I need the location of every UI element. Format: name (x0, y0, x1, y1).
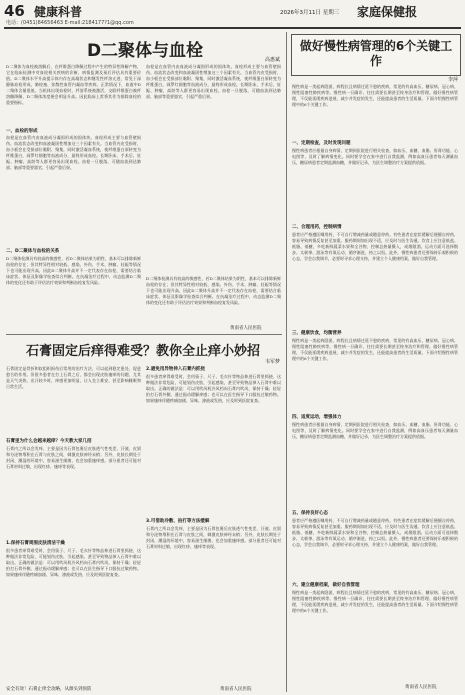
divider (6, 334, 282, 335)
article2-subhead-1: 石膏里为什么会越来越痒？今天教大家几招 (6, 439, 92, 444)
article3-para-3-cont: 患者应严格遵医嘱用药，不可自行增减药量或随意停药。有些患者在症状缓解后便擅自停药，容易导致病情反复甚至加重。服药期间如出现不适，应及时与医生沟通。饮食上应注意低盐、低脂、低糖，多吃新鲜蔬菜水果和全谷物，控制总热量摄入，戒烟限酒。运动方面可选择散步、太极拳、游泳等有氧运动，循序渐进，持之以恒。此外，慢性病患者还要保持乐观积极的心态，学会自我调节，必要时寻求心理支持，并建立个人健康档案，做好自我管理。 (292, 518, 458, 547)
article3-para-1: 慢性病是一类起病隐匿、病程长且病情迁延不愈的疾病，常见的有高血压、糖尿病、冠心病、慢性阻塞性肺疾病等。慢性病一旦确诊，往往需要长期甚至终身治疗和管理。做好慢性病管理，不仅能延缓疾病进展，减少并发症的发生，还能提高患者的生活质量。下面介绍慢性病管理中的6个关键工作。 (292, 84, 458, 107)
article3-title-box (291, 34, 461, 76)
article3-credit: 黄南省人民医院 (405, 685, 437, 690)
article3-subhead-3: 三、健康饮食，均衡营养 (292, 331, 342, 336)
article2-para-3-cont: 很多患者痒得难受时，会用筷子、尺子、毛衣针等物品伸进石膏里抓挠，这种做法非常危险，可能划伤皮肤，引起感染，甚至导致物品掉入石膏中难以取出。正确的做法是：可以用吹风机冷风档向石膏内吹风，保持干燥；轻轻拍打石膏外侧，通过振动缓解痒感；也可以在医生指导下口服抗过敏药物。如果瘙痒伴随疼痛加剧、异味、渗液或发热，应及时到医院复查。 (146, 374, 281, 403)
article2-para-1: 石膏固定是骨折和软组织损伤后常用的治疗方法，可以起到稳定患处、促进愈合的作用。但很多患者在打上石膏之后，都会出现皮肤瘙痒的问题，尤其是天气炎热、出汗较多时，痒感更加明显，让人坐立难安，甚至影响睡眠和日常生活。 (6, 366, 141, 389)
article3-subhead-5: 五、保持良好心态 (292, 511, 328, 516)
article2-title: 石膏固定后痒得难受？教你全止痒小妙招 (25, 344, 260, 359)
article3-para-final: 慢性病是一类起病隐匿、病程长且病情迁延不愈的疾病，常见的有高血压、糖尿病、冠心病、慢性阻塞性肺疾病等。慢性病一旦确诊，往往需要长期甚至终身治疗和管理。做好慢性病管理，不仅能延缓疾病进展，减少并发症的发生，还能提高患者的生活质量。下面介绍慢性病管理中的6个关键工作。 (292, 590, 458, 613)
article3-author: 李萍 (447, 77, 458, 83)
article2-credit: 黄南省人民医院 (220, 687, 252, 692)
article1-para-3-cont: D二聚体检测具有较高的敏感性，若D二聚体结果为阴性，基本可以排除新鲜血栓的存在；但其特异性相对较低，感染、外伤、手术、肿瘤、妊娠等情况下也可能出现升高，因此D二聚体升高并不一定代表存在血栓，需要结合临床症状、体征及影像学检查综合判断。在抗凝治疗过程中，动态监测D二聚体的变化还有助于评估治疗效果和判断血栓复发风险。 (146, 276, 281, 305)
article1-para-3: D二聚体检测具有较高的敏感性，若D二聚体结果为阴性，基本可以排除新鲜血栓的存在；但其特异性相对较低，感染、外伤、手术、肿瘤、妊娠等情况下也可能出现升高，因此D二聚体升高并不一定代表存在血栓，需要结合临床症状、体征及影像学检查综合判断。在抗凝治疗过程中，动态监测D二聚体的变化还有助于评估治疗效果和判断血栓复发风险。 (6, 256, 141, 285)
article1-author: 高惠斌 (264, 57, 280, 63)
article2-summary: 安全有效！石膏止痒全攻略，从源头到预防 (6, 687, 92, 692)
article1-para-1: D二聚体为血栓被溶解后，在纤维蛋白降解过程中产生的特异性降解产物，它在临床检测中对血栓相关疾病的诊断、病情监测及预后评估具有重要价值。D二聚体水平升高提示体内存在高凝状态和继发性纤溶亢进，常见于深静脉血栓形成、肺栓塞、弥散性血管内凝血等疾病。正常情况下，血液中D二聚体含量很低，当机体出现血栓时，纤溶系统被激活，交联纤维蛋白被纤溶酶降解，D二聚体浓度便会明显升高。因此临床上常将其作为排除血栓的重要指标。 (6, 64, 141, 105)
article3-para-3: 患者应严格遵医嘱用药，不可自行增减药量或随意停药。有些患者在症状缓解后便擅自停药，容易导致病情反复甚至加重。服药期间如出现不适，应及时与医生沟通。饮食上应注意低盐、低脂、低糖，多吃新鲜蔬菜水果和全谷物，控制总热量摄入，戒烟限酒。运动方面可选择散步、太极拳、游泳等有氧运动，循序渐进，持之以恒。此外，慢性病患者还要保持乐观积极的心态，学会自我调节，必要时寻求心理支持，并建立个人健康档案，做好自我管理。 (292, 232, 458, 261)
article1-para-1-cont: 血栓是在血管内由血液成分凝固形成的固体块。血栓形成主要与血管壁损伤、血流状态改变和血液凝固性增加这三个因素有关。当血管内皮受损时，血小板会在受损部位黏附、聚集，同时激活凝血系统，使纤维蛋白原转变为纤维蛋白，网罗红细胞等血液成分，最终形成血栓。长期卧床、手术后、妊娠、肿瘤、高龄等人群更容易出现血栓。血栓一旦脱落，可随血流到达肺部、脑部等重要器官，引起严重后果。 (146, 64, 281, 99)
article3-subhead-1: 一、定期检查，及时发现问题 (292, 141, 351, 146)
article3-subhead-6: 六、建立健康档案，做好自我管理 (292, 583, 360, 588)
article2-subhead-4: 3.可借助冷敷、拍打等方法缓解 (146, 519, 210, 524)
article1-credit: 黄南省人民医院 (230, 326, 262, 331)
column-divider (286, 32, 287, 692)
article1-subhead-1: 一、血栓的形成 (6, 129, 38, 134)
header-rule (4, 27, 461, 29)
article3-subhead-4: 四、适度运动，增强体力 (292, 415, 342, 420)
article1-para-2: 血栓是在血管内由血液成分凝固形成的固体块。血栓形成主要与血管壁损伤、血流状态改变和血液凝固性增加这三个因素有关。当血管内皮受损时，血小板会在受损部位黏附、聚集，同时激活凝血系统，使纤维蛋白原转变为纤维蛋白，网罗红细胞等血液成分，最终形成血栓。长期卧床、手术后、妊娠、肿瘤、高龄等人群更容易出现血栓。血栓一旦脱落，可随血流到达肺部、脑部等重要器官，引起严重后果。 (6, 135, 141, 170)
newspaper-name: 家庭保健报 (357, 5, 418, 19)
article3-title: 做好慢性病管理的6个关键工作 (299, 39, 453, 68)
issue-date: 2026年3月11日 星期三 (280, 10, 340, 16)
article2-para-2: 石膏内之所以会发痒，主要是因为石膏包裹后皮肤透气性变差，汗液、皮屑和分泌物堆积在石膏与皮肤之间，刺激皮肤神经末梢；另外，皮肤长期处于封闭、潮湿的环境中，容易滋生细菌，也会加重瘙痒感。部分患者还可能对石膏材料过敏，出现红疹、瘙痒等表现。 (6, 446, 141, 469)
contact-info: 电话：(0451)84656463 E-mail:2184177?1@qq.com (6, 20, 134, 26)
article2-para-3: 很多患者痒得难受时，会用筷子、尺子、毛衣针等物品伸进石膏里抓挠，这种做法非常危险，可能划伤皮肤，引起感染，甚至导致物品掉入石膏中难以取出。正确的做法是：可以用吹风机冷风档向石膏内吹风，保持干燥；轻轻拍打石膏外侧，通过振动缓解痒感；也可以在医生指导下口服抗过敏药物。如果瘙痒伴随疼痛加剧、异味、渗液或发热，应及时到医院复查。 (6, 548, 141, 577)
article3-para-1-cont: 慢性病是一类起病隐匿、病程长且病情迁延不愈的疾病，常见的有高血压、糖尿病、冠心病、慢性阻塞性肺疾病等。慢性病一旦确诊，往往需要长期甚至终身治疗和管理。做好慢性病管理，不仅能延缓疾病进展，减少并发症的发生，还能提高患者的生活质量。下面介绍慢性病管理中的6个关键工作。 (292, 338, 458, 361)
article3-subhead-2: 二、合理用药，控制病情 (292, 225, 342, 230)
section-title: 健康科普 (34, 5, 83, 19)
page-number: 46 (4, 2, 25, 20)
article1-title: D二聚体与血栓 (86, 41, 204, 61)
article2-subhead-3: 2.避免用异物伸入石膏内抓挠 (146, 367, 205, 372)
article3-para-2: 慢性病患者应根据自身病情，定期到医院进行相关检查，如血压、血糖、血脂、肝肾功能、心电图等，及时了解病情变化。同时要学会在家中进行自我监测，例如高血压患者每天测量血压，糖尿病患者定期监测血糖，并做好记录，为医生调整治疗方案提供依据。 (292, 148, 458, 165)
article3-para-2-cont: 慢性病患者应根据自身病情，定期到医院进行相关检查，如血压、血糖、血脂、肝肾功能、心电图等，及时了解病情变化。同时要学会在家中进行自我监测，例如高血压患者每天测量血压，糖尿病患者定期监测血糖，并做好记录，为医生调整治疗方案提供依据。 (292, 422, 458, 439)
article2-author: 韦军梦 (264, 359, 280, 365)
article1-subhead-2: 二、D二聚体与血栓的关系 (6, 249, 60, 254)
article2-para-2-cont: 石膏内之所以会发痒，主要是因为石膏包裹后皮肤透气性变差，汗液、皮屑和分泌物堆积在石膏与皮肤之间，刺激皮肤神经末梢；另外，皮肤长期处于封闭、潮湿的环境中，容易滋生细菌，也会加重瘙痒感。部分患者还可能对石膏材料过敏，出现红疹、瘙痒等表现。 (146, 526, 281, 549)
article2-subhead-2: 1.保持石膏周围皮肤清洁干燥 (6, 541, 65, 546)
page-header (0, 0, 465, 30)
